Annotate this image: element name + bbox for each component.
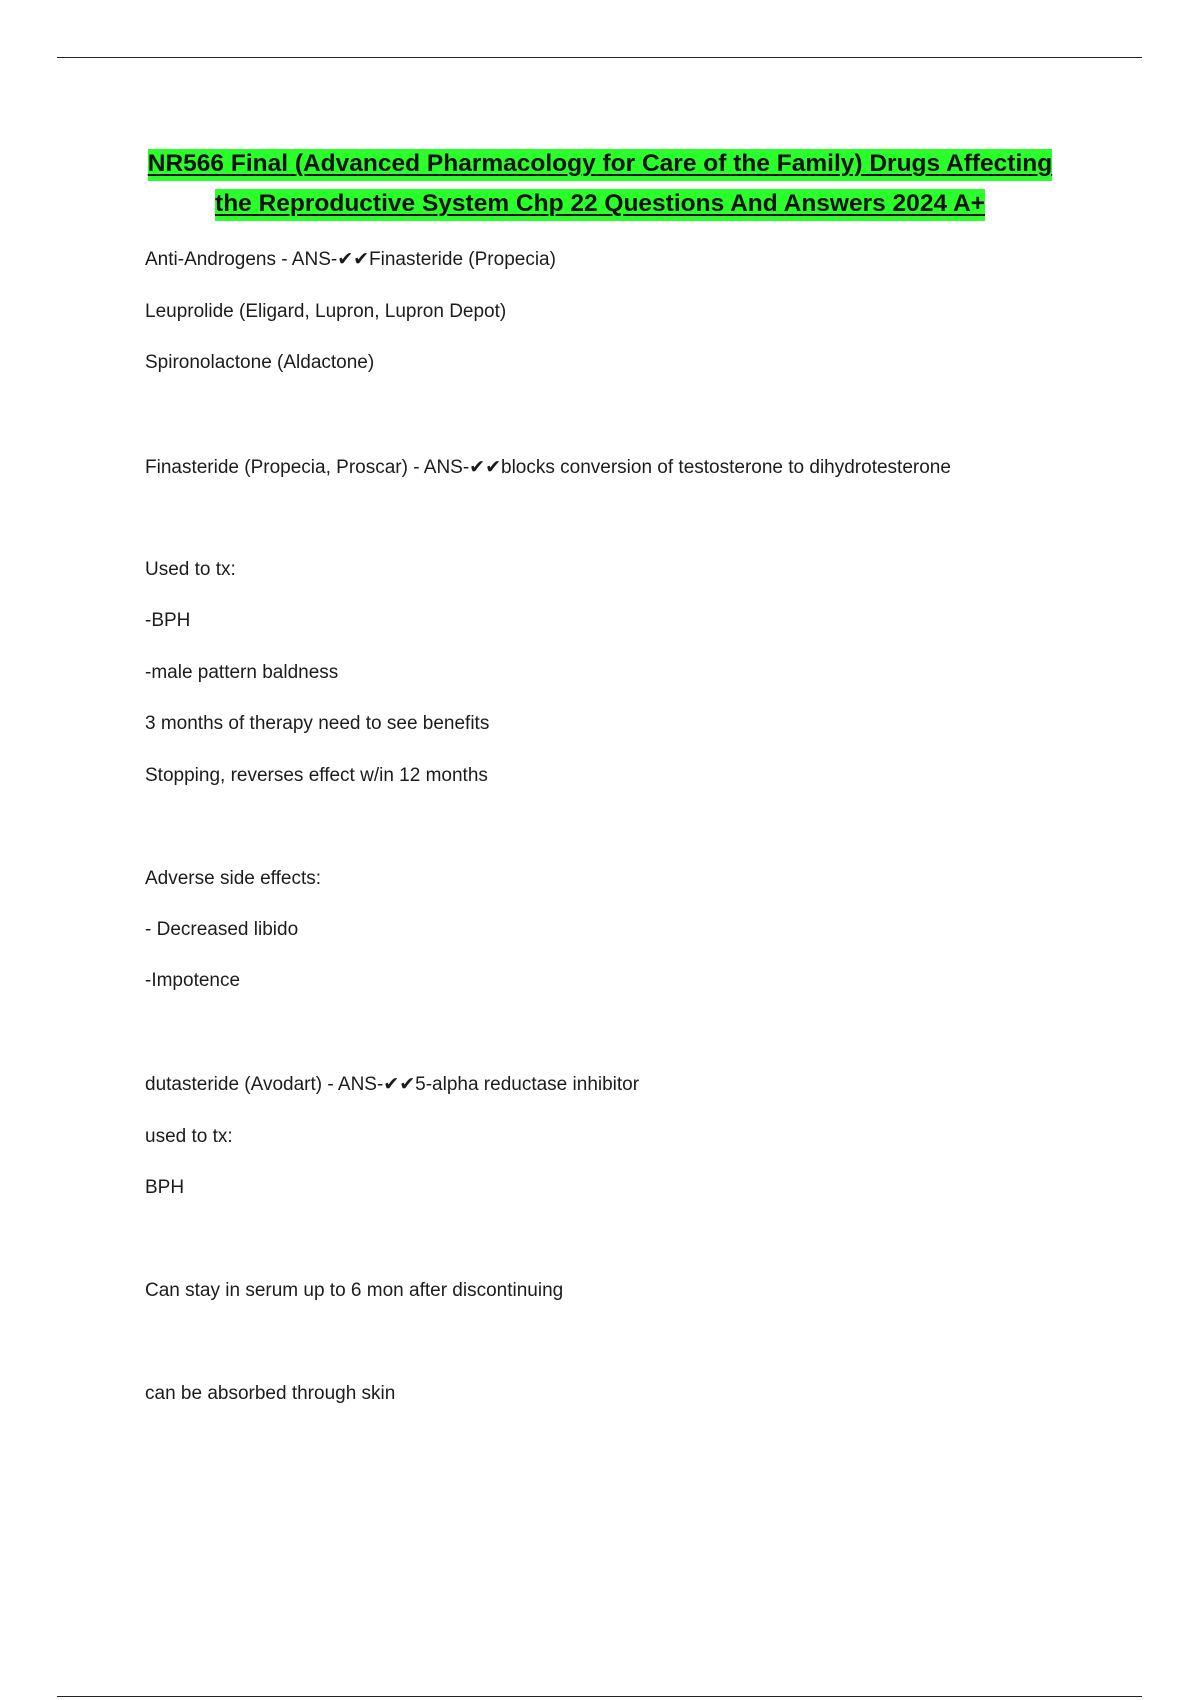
text-line: can be absorbed through skin	[145, 1383, 396, 1404]
text-line: - Decreased libido	[145, 919, 299, 940]
text-line: -Impotence	[145, 970, 241, 991]
text-line: Anti-Androgens - ANS-✔✔Finasteride (Propecia)	[145, 249, 556, 270]
text-line: used to tx:	[145, 1126, 233, 1147]
text-line: 3 months of therapy need to see benefits	[145, 713, 490, 734]
text-line: Adverse side effects:	[145, 868, 322, 889]
text-line: -BPH	[145, 610, 191, 631]
text-line: Finasteride (Propecia, Proscar) - ANS-✔✔blocks conversion of testosterone to dihydrotesterone	[145, 457, 951, 478]
text-line: Stopping, reverses effect w/in 12 months	[145, 765, 488, 786]
footer-rule	[57, 1696, 1142, 1697]
document-title	[100, 144, 1100, 224]
text-line: Leuprolide (Eligard, Lupron, Lupron Depot)	[145, 301, 507, 322]
text-line: Can stay in serum up to 6 mon after discontinuing	[145, 1280, 564, 1301]
text-line: Spironolactone (Aldactone)	[145, 352, 375, 373]
text-line: -male pattern baldness	[145, 662, 339, 683]
title-line-1: NR566 Final (Advanced Pharmacology for Care of the Family) Drugs Affecting	[148, 149, 1052, 181]
text-line: Used to tx:	[145, 559, 236, 580]
text-line: dutasteride (Avodart) - ANS-✔✔5-alpha reductase inhibitor	[145, 1074, 640, 1095]
header-rule	[57, 57, 1142, 58]
text-line: BPH	[145, 1177, 185, 1198]
title-line-2: the Reproductive System Chp 22 Questions And Answers 2024 A+	[215, 189, 985, 221]
